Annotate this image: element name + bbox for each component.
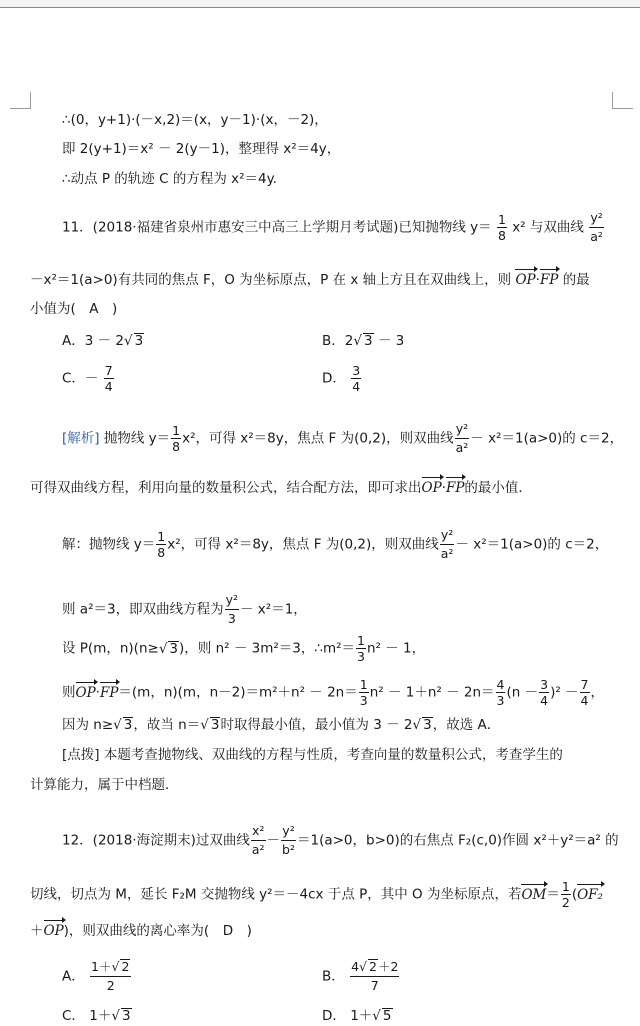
solution-text-a: 解：抛物线 y＝ bbox=[62, 536, 156, 553]
num-text-tail: ＋2 bbox=[377, 959, 399, 974]
frac-1-8 bbox=[171, 423, 181, 454]
dot-operator: · bbox=[535, 272, 540, 288]
analysis-line-1 bbox=[62, 420, 623, 457]
frac-num: y² bbox=[589, 209, 604, 228]
q12-option-b bbox=[322, 958, 400, 995]
sqrt-radicand: 3 bbox=[121, 1008, 131, 1024]
num-text: 4 bbox=[351, 959, 360, 974]
frac-den: b² bbox=[282, 842, 295, 857]
option-d-text: D． bbox=[322, 370, 346, 387]
frac-den: 4 bbox=[352, 379, 361, 394]
solution-3-text-b: )，则 n² － 3m²＝3，∴m²＝ bbox=[179, 640, 356, 657]
solution-5-text-b: ，故当 n＝ bbox=[133, 717, 201, 733]
frac-num: 7 bbox=[104, 363, 113, 378]
solution-line-5 bbox=[62, 715, 500, 735]
frac-1-plus-sqrt2-over-2 bbox=[90, 958, 131, 995]
solution-4-text-d: (n － bbox=[506, 684, 539, 701]
frac-1-2 bbox=[561, 879, 571, 910]
frac-num: y² bbox=[281, 822, 296, 841]
q11-head-text: 11．(2018·福建省泉州市惠安三中高三上学期月考试题)已知抛物线 y＝ bbox=[62, 219, 492, 236]
frac-1-3 bbox=[356, 633, 366, 664]
frac-den: a² bbox=[455, 440, 469, 455]
frac-den: a² bbox=[440, 546, 454, 561]
solution-line-3 bbox=[62, 633, 425, 664]
vector-OF2: OF₂ bbox=[577, 886, 603, 903]
option-d-num: 1＋ bbox=[350, 1008, 373, 1024]
q11-option-c bbox=[62, 363, 115, 394]
sqrt-radicand: 2 bbox=[368, 959, 377, 974]
q11-option-a bbox=[62, 331, 144, 351]
q12-option-a bbox=[62, 958, 132, 995]
frac-3-4 bbox=[539, 677, 549, 708]
vector-FP: FP bbox=[445, 480, 465, 496]
sqrt-radicand: 3 bbox=[363, 333, 373, 349]
sqrt-radicand: 3 bbox=[134, 333, 144, 349]
sqrt-3: √ 3 bbox=[158, 640, 179, 657]
proof-line-1 bbox=[62, 110, 328, 130]
frac-num: 1＋√ 2 bbox=[90, 958, 131, 977]
q12-text-a: 12．(2018·海淀期末)过双曲线 bbox=[62, 832, 250, 849]
num-text: 1＋ bbox=[91, 959, 112, 974]
sqrt-radicand: 2 bbox=[121, 959, 130, 974]
frac-y2-b2 bbox=[281, 822, 296, 859]
frac-num: 1 bbox=[172, 423, 181, 438]
frac-y2-3 bbox=[225, 591, 239, 628]
q12-line-2-eq: ＝ bbox=[546, 886, 560, 903]
option-a-text: A．3 － 2 bbox=[62, 333, 124, 349]
sqrt-3: √ 3 bbox=[124, 333, 144, 349]
window-top-border bbox=[0, 0, 640, 8]
proof-line-2-text: 即 2(y+1)＝x² － 2(y－1)，整理得 x²＝4y， bbox=[62, 141, 341, 157]
solution-2-text-a: 则 a²＝3，即双曲线方程为 bbox=[62, 601, 224, 618]
dot-operator: · bbox=[95, 684, 100, 701]
solution-5-text-a: 因为 n≥ bbox=[62, 717, 114, 733]
frac-den: a² bbox=[251, 842, 265, 857]
frac-den: 2 bbox=[561, 895, 570, 910]
frac-num: 1 bbox=[561, 879, 570, 894]
frac-num: 1 bbox=[497, 212, 506, 227]
q11-line-3 bbox=[30, 299, 117, 319]
option-c-text: C．－ bbox=[62, 370, 99, 387]
frac-y2-a2 bbox=[440, 526, 455, 563]
frac-den: 3 bbox=[359, 693, 368, 708]
solution-line-4 bbox=[62, 677, 604, 708]
analysis-tag: [解析] bbox=[62, 430, 100, 447]
sqrt-3: √ 3 bbox=[353, 333, 373, 349]
analysis-line-2 bbox=[30, 478, 532, 498]
q11-option-b bbox=[322, 331, 404, 351]
solution-4-text-b: ＝(m，n)(m，n－2)＝m²＋n² － 2n＝ bbox=[118, 684, 358, 701]
solution-3-text-c: n² － 1， bbox=[366, 640, 426, 657]
frac-y2-a2 bbox=[589, 209, 604, 246]
option-b-tail: － 3 bbox=[377, 333, 405, 349]
frac-1-8 bbox=[156, 529, 166, 560]
frac-den: 3 bbox=[357, 649, 365, 664]
q12-line-2-text: 切线，切点为 M，延长 F₂M 交抛物线 y²＝－4cx 于点 P，其中 O 为坐标原点，若 bbox=[30, 886, 522, 903]
q12-option-d: D． 1＋√ 5 bbox=[322, 1008, 392, 1024]
vector-FP: FP bbox=[99, 684, 119, 701]
solution-text-c: － x²＝1(a>0)的 c＝2， bbox=[455, 536, 609, 553]
q12-line-1 bbox=[62, 822, 619, 859]
q11-mid-text: x² 与双曲线 bbox=[512, 219, 584, 236]
option-b-text: B． bbox=[322, 968, 345, 985]
frac-den: a² bbox=[590, 229, 603, 244]
frac-den: 8 bbox=[172, 439, 181, 454]
analysis-text-a: 抛物线 y＝ bbox=[103, 430, 171, 447]
frac-den: 4 bbox=[580, 693, 589, 708]
frac-4-3 bbox=[496, 677, 506, 708]
solution-4-text-f: ， bbox=[590, 684, 604, 701]
solution-4-text-a: 则 bbox=[62, 684, 76, 701]
proof-line-3-text: ∴动点 P 的轨迹 C 的方程为 x²＝4y. bbox=[62, 171, 277, 187]
q11-line-2-text: －x²＝1(a>0)有共同的焦点 F，O 为坐标原点，P 在 x 轴上方且在双曲线上，则 bbox=[30, 272, 512, 288]
q12-line-2 bbox=[30, 879, 603, 910]
sqrt-radicand: 3 bbox=[123, 717, 133, 733]
analysis-line-2-text: 可得双曲线方程，利用向量的数量积公式，结合配方法，即可求出 bbox=[30, 480, 422, 496]
option-a-text: A． bbox=[62, 968, 85, 985]
frac-num: 1 bbox=[357, 633, 365, 648]
solution-text-b: x²，可得 x²＝8y，焦点 F 为(0,2)，则双曲线 bbox=[167, 536, 439, 553]
frac-den: 8 bbox=[497, 228, 506, 243]
frac-x2-a2 bbox=[251, 822, 266, 859]
tip-text-b: 计算能力，属于中档题． bbox=[30, 777, 179, 793]
frac-den: 8 bbox=[157, 545, 166, 560]
sqrt-3: √ 3 bbox=[412, 717, 432, 733]
q11-line-3-text: 小值为( A ) bbox=[30, 301, 118, 317]
solution-4-text-e: )² － bbox=[550, 684, 579, 701]
frac-num: 3 bbox=[540, 677, 549, 692]
proof-line-1-text: ∴(0，y+1)·(－x,2)＝(x，y－1)·(x，－2)， bbox=[62, 112, 328, 128]
page-corner-mark-left bbox=[10, 92, 31, 109]
frac-y2-a2 bbox=[455, 420, 470, 457]
dot-operator: · bbox=[441, 480, 446, 496]
option-d-text: D． bbox=[322, 1008, 346, 1024]
solution-3-text-a: 设 P(m，n)(n≥ bbox=[62, 640, 159, 657]
frac-den: 4 bbox=[104, 379, 113, 394]
page-corner-mark-right bbox=[612, 92, 633, 109]
vector-OP: OP bbox=[421, 480, 442, 496]
sqrt-radicand: 5 bbox=[382, 1008, 392, 1024]
vector-FP: FP bbox=[539, 272, 559, 288]
vector-OP: OP bbox=[75, 684, 96, 701]
sqrt-3: √ 3 bbox=[113, 717, 133, 733]
q12-line-3-plus: ＋ bbox=[30, 923, 44, 939]
q12-line-3-text: )，则双曲线的离心率为( D ) bbox=[63, 923, 252, 939]
solution-line-1 bbox=[62, 526, 608, 563]
frac-num: y² bbox=[440, 526, 455, 545]
frac-1-8 bbox=[497, 212, 507, 243]
frac-num: y² bbox=[455, 420, 470, 439]
sqrt-radicand: 3 bbox=[423, 717, 432, 733]
q11-line-2 bbox=[30, 270, 590, 290]
frac-1-3 bbox=[359, 677, 369, 708]
q11-line-2-tail: 的最 bbox=[562, 272, 590, 288]
solution-5-text-d: ，故选 A． bbox=[432, 717, 501, 733]
tip-tag: [点拨] bbox=[62, 747, 100, 763]
q11-option-d bbox=[322, 363, 362, 394]
option-c-text: C． bbox=[62, 1008, 85, 1024]
q12-text-c: ＝1(a>0，b>0)的右焦点 F₂(c,0)作圆 x²＋y²＝a² 的 bbox=[296, 832, 619, 849]
tip-line-1 bbox=[62, 745, 563, 765]
q12-text-b: － bbox=[266, 832, 281, 849]
analysis-text-c: － x²＝1(a>0)的 c＝2， bbox=[470, 430, 624, 447]
frac-num: x² bbox=[251, 822, 266, 841]
q12-line-2-paren: ( bbox=[571, 886, 578, 903]
sqrt-radicand: 3 bbox=[210, 717, 220, 733]
frac-num: 1 bbox=[359, 677, 368, 692]
frac-den: 4 bbox=[540, 693, 549, 708]
sqrt-radicand: 3 bbox=[169, 640, 179, 657]
frac-num: y² bbox=[225, 591, 239, 610]
solution-line-2 bbox=[62, 591, 307, 628]
frac-3-4 bbox=[351, 363, 361, 394]
solution-5-text-c: 时取得最小值，最小值为 3 － 2 bbox=[220, 717, 413, 733]
q11-line-1 bbox=[62, 209, 605, 246]
q12-option-c: C． 1＋√ 3 bbox=[62, 1008, 131, 1024]
proof-line-3 bbox=[62, 169, 277, 189]
frac-den: 7 bbox=[370, 978, 379, 993]
frac-num: 4 bbox=[496, 677, 505, 692]
frac-den: 3 bbox=[496, 693, 505, 708]
analysis-text-b: x²，可得 x²＝8y，焦点 F 为(0,2)，则双曲线 bbox=[182, 430, 454, 447]
analysis-line-2-tail: 的最小值． bbox=[464, 480, 532, 496]
frac-7-4 bbox=[580, 677, 590, 708]
vector-OP: OP bbox=[515, 272, 536, 288]
vector-OP: OP bbox=[43, 923, 64, 939]
frac-den: 2 bbox=[106, 978, 115, 993]
option-c-num: 1＋ bbox=[89, 1008, 112, 1024]
q12-line-3 bbox=[30, 921, 252, 941]
tip-text-a: 本题考查抛物线、双曲线的方程与性质，考查向量的数量积公式，考查学生的 bbox=[103, 747, 563, 763]
tip-line-2 bbox=[30, 775, 179, 795]
frac-num: 7 bbox=[580, 677, 589, 692]
option-b-text: B．2 bbox=[322, 333, 354, 349]
proof-line-2 bbox=[62, 139, 340, 159]
frac-den: 3 bbox=[227, 611, 236, 626]
sqrt-3: √ 3 bbox=[200, 717, 220, 733]
frac-4sqrt2-plus-2-over-7 bbox=[350, 958, 399, 995]
vector-OM: OM bbox=[521, 886, 547, 903]
frac-7-4 bbox=[104, 363, 114, 394]
frac-num: 3 bbox=[352, 363, 361, 378]
solution-4-text-c: n² － 1＋n² － 2n＝ bbox=[369, 684, 495, 701]
frac-num: 4√ 2＋2 bbox=[350, 958, 399, 977]
solution-2-text-b: － x²＝1， bbox=[240, 601, 307, 618]
frac-num: 1 bbox=[157, 529, 166, 544]
